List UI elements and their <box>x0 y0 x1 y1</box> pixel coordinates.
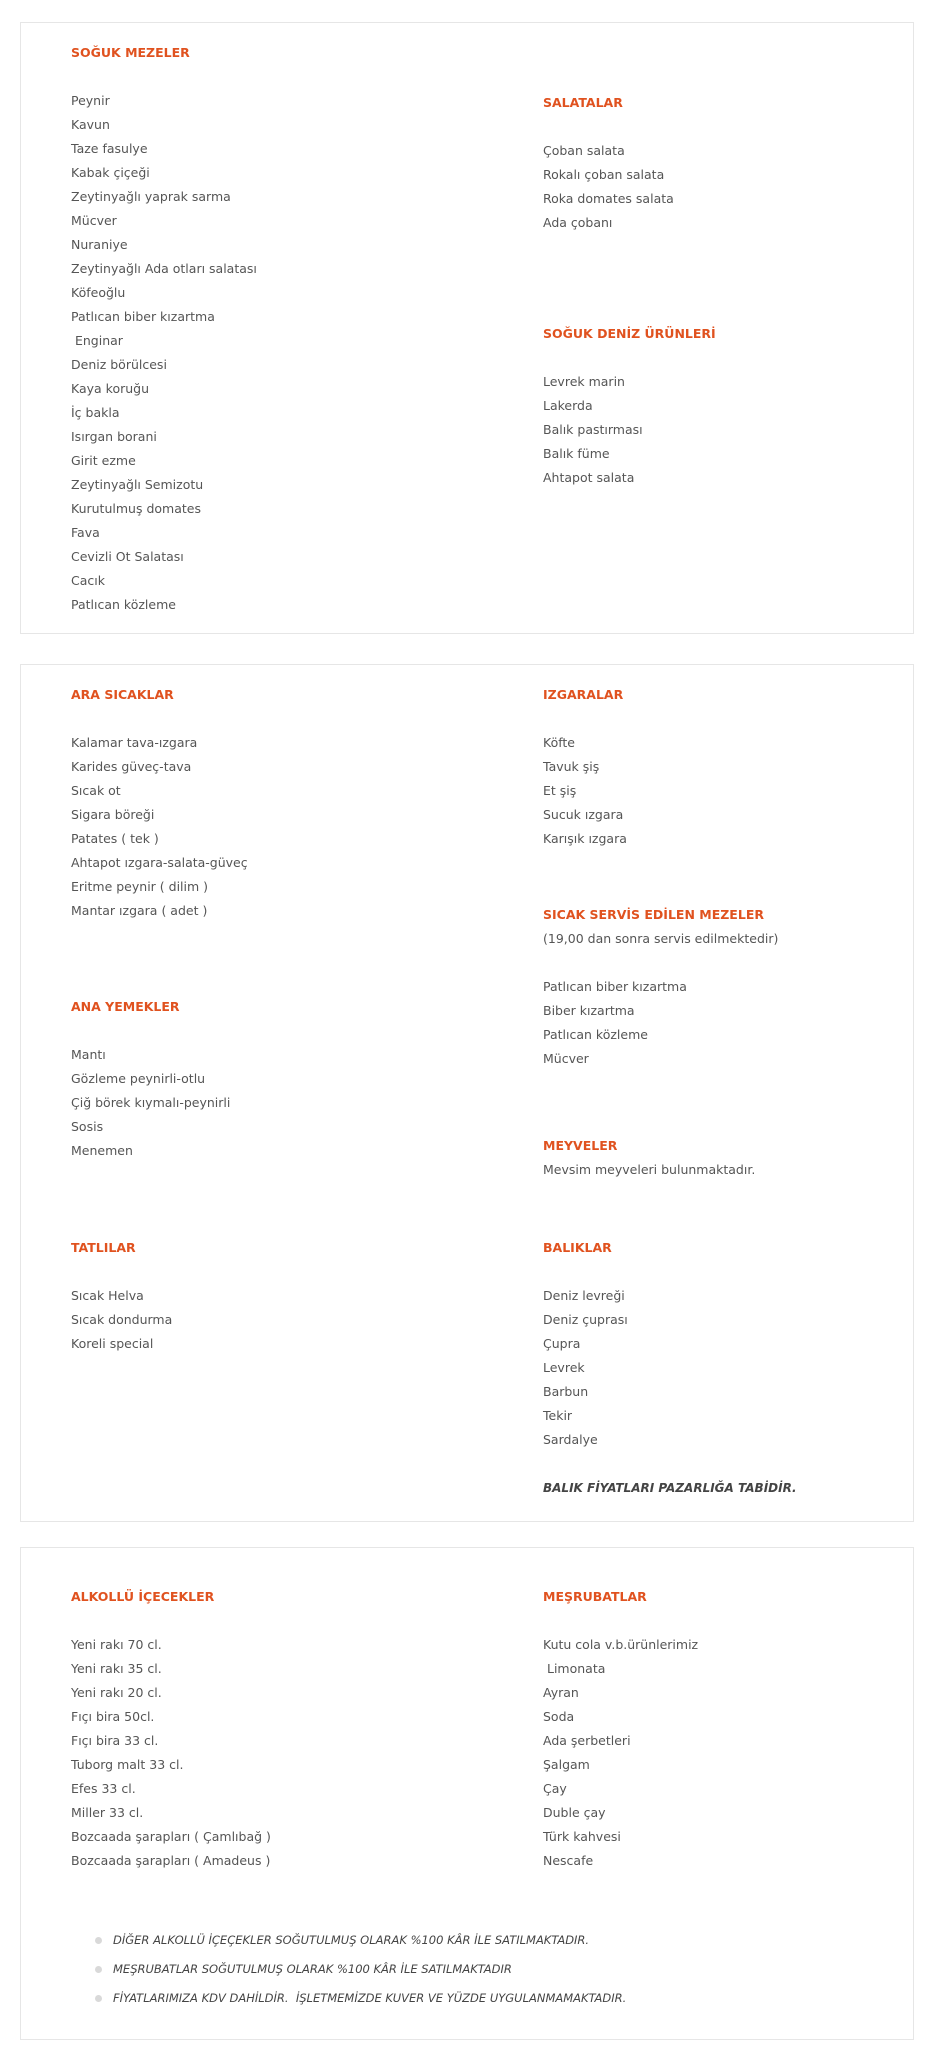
hot-starter-item: Sıcak ot <box>71 783 121 798</box>
main-dish-item: Gözleme peynirli-otlu <box>71 1071 206 1086</box>
fish-item: Deniz levreği <box>543 1288 625 1303</box>
fish-item: Barbun <box>543 1384 589 1399</box>
cold-meze-column <box>71 41 257 617</box>
fruits-text: Mevsim meyveleri bulunmaktadır. <box>543 1162 756 1177</box>
drinks-section-box <box>20 1547 914 2040</box>
cold-seafood-item: Balık füme <box>543 446 610 461</box>
hot-starter-item: Kalamar tava-ızgara <box>71 735 198 750</box>
policy-note-text: DİĞER ALKOLLÜ İÇEÇEKLER SOĞUTULMUŞ OLARAK %100 KÂR İLE SATILMAKTADIR. <box>113 1933 590 1947</box>
alcohol-column <box>71 1585 271 1873</box>
hot-meze-item: Patlıcan közleme <box>543 1027 648 1042</box>
cold-meze-item: Zeytinyağlı Semizotu <box>71 477 204 492</box>
hot-starter-item: Patates ( tek ) <box>71 831 159 846</box>
soft-drinks-column <box>543 1585 698 1873</box>
mains-column <box>71 995 230 1163</box>
dessert-item: Sıcak dondurma <box>71 1312 173 1327</box>
soft-drink-item: Ada şerbetleri <box>543 1733 631 1748</box>
grill-item: Karışık ızgara <box>543 831 627 846</box>
policy-notes-list <box>91 1926 626 2013</box>
main-dish-item: Sosis <box>71 1119 104 1134</box>
cold-meze-item: Peynir <box>71 93 110 108</box>
soft-drink-item: Duble çay <box>543 1805 606 1820</box>
soft-drink-item: Nescafe <box>543 1853 594 1868</box>
cold-meze-item: Cacık <box>71 573 105 588</box>
salad-item: Rokalı çoban salata <box>543 167 665 182</box>
hot-starter-item: Eritme peynir ( dilim ) <box>71 879 209 894</box>
cold-meze-item: Kaya koruğu <box>71 381 150 396</box>
salad-item: Ada çobanı <box>543 215 613 230</box>
cold-meze-title: SOĞUK MEZELER <box>71 45 190 60</box>
cold-meze-item: Isırgan borani <box>71 429 157 444</box>
cold-meze-item: Zeytinyağlı yaprak sarma <box>71 189 231 204</box>
soft-drink-item: Kutu cola v.b.ürünlerimiz <box>543 1637 699 1652</box>
fish-item: Sardalye <box>543 1432 598 1447</box>
hot-starters-column <box>71 683 248 923</box>
soft-drink-item: Limonata <box>543 1661 606 1676</box>
cold-meze-item: Kavun <box>71 117 110 132</box>
policy-note <box>91 1955 626 1984</box>
alcohol-title: ALKOLLÜ İÇECEKLER <box>71 1589 215 1604</box>
cold-seafood-item: Balık pastırması <box>543 422 643 437</box>
cold-meze-item: Patlıcan közleme <box>71 597 176 612</box>
cold-meze-item: Kurutulmuş domates <box>71 501 201 516</box>
cold-meze-item: Girit ezme <box>71 453 136 468</box>
fish-item: Çupra <box>543 1336 581 1351</box>
hot-dishes-section-box <box>20 664 914 1522</box>
cold-meze-item: Taze fasulye <box>71 141 148 156</box>
hot-starter-item: Karides güveç-tava <box>71 759 192 774</box>
alcohol-item: Fıçı bira 33 cl. <box>71 1733 159 1748</box>
alcohol-item: Yeni rakı 20 cl. <box>71 1685 162 1700</box>
fish-column <box>543 1236 797 1500</box>
grill-item: Köfte <box>543 735 575 750</box>
hot-starter-item: Sigara böreği <box>71 807 155 822</box>
soft-drink-item: Ayran <box>543 1685 579 1700</box>
fish-item: Tekir <box>543 1408 573 1423</box>
hot-meze-item: Biber kızartma <box>543 1003 635 1018</box>
dessert-item: Sıcak Helva <box>71 1288 144 1303</box>
hot-meze-title: SICAK SERVİS EDİLEN MEZELER <box>543 907 764 922</box>
salads-title: SALATALAR <box>543 95 623 110</box>
desserts-title: TATLILAR <box>71 1240 136 1255</box>
fruits-title: MEYVELER <box>543 1138 618 1153</box>
fish-item: Deniz çuprası <box>543 1312 628 1327</box>
salads-column <box>543 91 674 235</box>
bullet-icon <box>95 1995 102 2002</box>
fruits-column <box>543 1134 755 1182</box>
hot-starter-item: Ahtapot ızgara-salata-güveç <box>71 855 248 870</box>
policy-note <box>91 1984 626 2013</box>
main-dish-item: Menemen <box>71 1143 133 1158</box>
fish-price-note: BALIK FİYATLARI PAZARLIĞA TABİDİR. <box>543 1481 797 1495</box>
grill-item: Et şiş <box>543 783 577 798</box>
policy-note <box>91 1926 626 1955</box>
cold-seafood-item: Lakerda <box>543 398 593 413</box>
cold-meze-item: Deniz börülcesi <box>71 357 167 372</box>
cold-meze-item: Mücver <box>71 213 117 228</box>
cold-seafood-item: Levrek marin <box>543 374 625 389</box>
grills-column <box>543 683 627 851</box>
alcohol-item: Miller 33 cl. <box>71 1805 144 1820</box>
desserts-column <box>71 1236 172 1356</box>
alcohol-item: Yeni rakı 35 cl. <box>71 1661 162 1676</box>
hot-starters-title: ARA SICAKLAR <box>71 687 174 702</box>
mains-title: ANA YEMEKLER <box>71 999 180 1014</box>
cold-seafood-item: Ahtapot salata <box>543 470 635 485</box>
grill-item: Tavuk şiş <box>543 759 600 774</box>
alcohol-item: Bozcaada şarapları ( Çamlıbağ ) <box>71 1829 271 1844</box>
soft-drink-item: Şalgam <box>543 1757 590 1772</box>
alcohol-item: Fıçı bira 50cl. <box>71 1709 155 1724</box>
soft-drink-item: Türk kahvesi <box>543 1829 621 1844</box>
cold-seafood-title: SOĞUK DENİZ ÜRÜNLERİ <box>543 326 716 341</box>
hot-meze-subtitle: (19,00 dan sonra servis edilmektedir) <box>543 931 779 946</box>
alcohol-item: Efes 33 cl. <box>71 1781 136 1796</box>
cold-meze-item: Kabak çiçeği <box>71 165 150 180</box>
bullet-icon <box>95 1937 102 1944</box>
grills-title: IZGARALAR <box>543 687 624 702</box>
alcohol-item: Yeni rakı 70 cl. <box>71 1637 162 1652</box>
hot-starter-item: Mantar ızgara ( adet ) <box>71 903 208 918</box>
soft-drink-item: Çay <box>543 1781 567 1796</box>
cold-meze-item: Zeytinyağlı Ada otları salatası <box>71 261 257 276</box>
cold-meze-item: Enginar <box>71 333 123 348</box>
grill-item: Sucuk ızgara <box>543 807 624 822</box>
cold-meze-item: Patlıcan biber kızartma <box>71 309 215 324</box>
soft-drink-item: Soda <box>543 1709 575 1724</box>
fish-item: Levrek <box>543 1360 585 1375</box>
cold-meze-item: Köfeoğlu <box>71 285 126 300</box>
alcohol-item: Bozcaada şarapları ( Amadeus ) <box>71 1853 271 1868</box>
bullet-icon <box>95 1966 102 1973</box>
cold-seafood-column <box>543 322 716 490</box>
cold-meze-item: Fava <box>71 525 100 540</box>
cold-meze-item: İç bakla <box>71 405 120 420</box>
salad-item: Çoban salata <box>543 143 625 158</box>
cold-meze-item: Cevizli Ot Salatası <box>71 549 184 564</box>
fish-title: BALIKLAR <box>543 1240 612 1255</box>
main-dish-item: Mantı <box>71 1047 106 1062</box>
hot-meze-column <box>543 903 778 1071</box>
dessert-item: Koreli special <box>71 1336 154 1351</box>
policy-note-text: MEŞRUBATLAR SOĞUTULMUŞ OLARAK %100 KÂR İLE SATILMAKTADIR <box>113 1962 512 1976</box>
policy-note-text: FİYATLARIMIZA KDV DAHİLDİR. İŞLETMEMİZDE KUVER VE YÜZDE UYGULANMAMAKTADIR. <box>113 1991 627 2005</box>
alcohol-item: Tuborg malt 33 cl. <box>71 1757 184 1772</box>
salad-item: Roka domates salata <box>543 191 674 206</box>
main-dish-item: Çiğ börek kıymalı-peynirli <box>71 1095 231 1110</box>
soft-drinks-title: MEŞRUBATLAR <box>543 1589 647 1604</box>
cold-meze-item: Nuraniye <box>71 237 128 252</box>
hot-meze-item: Patlıcan biber kızartma <box>543 979 687 994</box>
cold-meze-section-box <box>20 22 914 634</box>
hot-meze-item: Mücver <box>543 1051 589 1066</box>
